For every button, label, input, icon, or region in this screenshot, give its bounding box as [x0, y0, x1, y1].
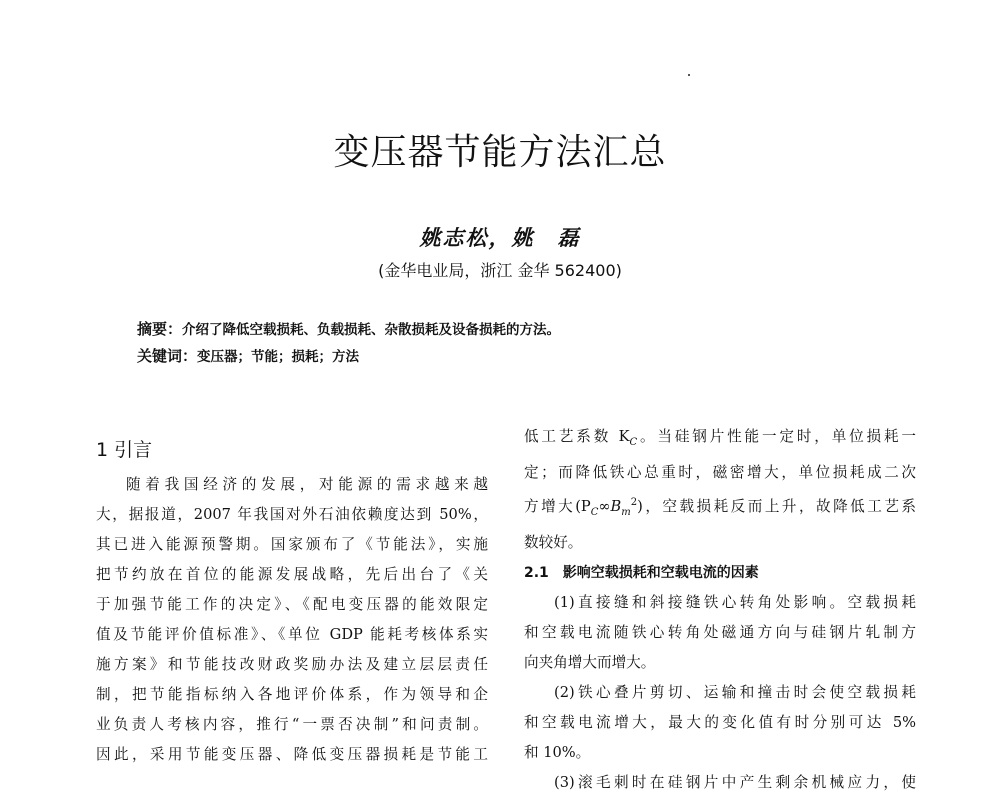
paragraph-line: 其已进入能源预警期。国家颁布了《节能法》，实施 [96, 536, 488, 553]
paragraph-line: (3)滚毛刺时在硅钢片中产生剩余机械应力，使 [554, 773, 916, 791]
paragraph-line: 施方案》和节能技改财政奖励办法及建立层层责任 [96, 656, 488, 673]
paragraph-line [524, 422, 916, 458]
subscript: C [629, 436, 638, 448]
paragraph-line [524, 488, 916, 528]
right-column [524, 422, 916, 798]
abstract-text: 介绍了降低空载损耗、负载损耗、杂散损耗及设备损耗的方法。 [182, 322, 561, 338]
paragraph-line: 和空载电流增大，最大的变化值有时分别可达 5% [524, 713, 916, 731]
paragraph-line: 制，把节能指标纳入各地评价体系，作为领导和企 [96, 686, 488, 703]
paragraph-line: 向夹角增大而增大。 [524, 653, 656, 671]
subscript: m [621, 506, 631, 518]
authors: 姚志松，姚 磊 [419, 225, 581, 250]
item-3-paragraph [524, 768, 916, 798]
paragraph-line: 业负责人考核内容，推行“一票否决制”和问责制。 [96, 716, 488, 733]
line-text: 低工艺系数 K [524, 428, 630, 445]
left-column [96, 422, 488, 770]
paragraph-line: 因此，采用节能变压器、降低变压器损耗是节能工 [96, 746, 488, 763]
paragraph-line: 值及节能评价值标准》、《单位 GDP 能耗考核体系实 [96, 626, 488, 643]
paragraph-line: 数较好。 [524, 533, 583, 551]
item-1-paragraph [524, 588, 916, 678]
section-heading-introduction: 1 引言 [96, 439, 153, 461]
paragraph-line: 大，据报道，2007 年我国对外石油依赖度达到 50%， [96, 506, 488, 523]
paragraph-line: 于加强节能工作的决定》、《配电变压器的能效限定 [96, 596, 488, 613]
paragraph-line: (2)铁心叠片剪切、运输和撞击时会使空载损耗 [554, 683, 916, 701]
scan-speck [688, 74, 690, 76]
line-text: )，空载损耗反而上升，故降低工艺系 [637, 497, 916, 515]
line-text: 。当硅钢片性能一定时，单位损耗一 [637, 428, 916, 445]
introduction-paragraph [96, 470, 488, 770]
paper-title: 变压器节能方法汇总 [333, 132, 667, 173]
paragraph-line: 和空载电流随铁心转角处磁通方向与硅钢片轧制方 [524, 623, 916, 641]
keywords [137, 345, 359, 366]
paragraph-line: (1)直接缝和斜接缝铁心转角处影响。空载损耗 [554, 593, 916, 611]
superscript: 2 [630, 496, 638, 508]
formula-text: ∞B [598, 497, 622, 515]
keywords-text: 变压器；节能；损耗；方法 [197, 349, 360, 365]
paragraph-line: 和 10%。 [524, 743, 591, 761]
paragraph-line: 把节约放在首位的能源发展战略，先后出台了《关 [96, 566, 488, 583]
line-text: 方增大(P [524, 497, 591, 515]
paragraph-line: 随着我国经济的发展，对能源的需求越来越 [126, 476, 488, 493]
affiliation: (金华电业局，浙江 金华 562400) [378, 261, 622, 280]
subsection-heading: 2.1 影响空载损耗和空载电流的因素 [524, 564, 759, 581]
continuation-paragraph [524, 422, 916, 558]
paragraph-line: 定；而降低铁心总重时，磁密增大，单位损耗成二次 [524, 463, 916, 481]
abstract [137, 318, 560, 339]
item-2-paragraph [524, 678, 916, 768]
subscript: C [590, 506, 599, 518]
keywords-label: 关键词： [137, 347, 198, 365]
abstract-label: 摘要： [137, 320, 183, 338]
